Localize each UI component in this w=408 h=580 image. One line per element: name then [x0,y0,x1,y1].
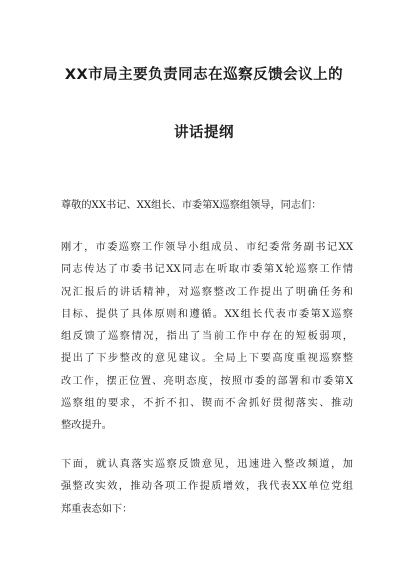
text-line: 组反馈了巡察情况，指出了当前工作中存在的短板弱项， [61,331,353,343]
text-line: 改工作，摆正位置、亮明态度，按照市委的部署和市委第X [61,375,353,387]
text-line: 同志传达了市委书记XX同志在听取市委第X轮巡察工作情 [61,264,353,276]
text-line: 整改提升。 [61,420,112,432]
text-line: 尊敬的XX书记、XX组长、市委第X巡察组领导，同志们： [61,200,322,211]
text-line: 强整改实效，推动各项工作提质增效，我代表XX单位党组 [61,481,353,493]
body-paragraph-2 [61,454,353,521]
salutation-paragraph [61,195,353,217]
text-line: 巡察组的要求，不折不扣、锲而不舍抓好贯彻落实、推动 [61,398,353,410]
document-title-line-1: XX市局主要负责同志在巡察反馈会议上的 [64,67,344,83]
text-line: 提出了下步整改的意见建议。全局上下要高度重视巡察整 [61,353,353,365]
body-paragraph-1 [61,237,353,438]
text-line: 况汇报后的讲话精神，对巡察整改工作提出了明确任务和 [61,286,353,298]
document-title-line-2: 讲话提纲 [174,125,234,141]
text-line: 目标、提供了具体原则和遵循。XX组长代表市委第X巡察 [61,308,353,320]
text-line: 下面，就认真落实巡察反馈意见，迅速进入整改频道，加 [61,459,353,470]
text-line: 刚才，市委巡察工作领导小组成员、市纪委常务副书记XX [61,242,353,253]
text-line: 郑重表态如下： [61,503,133,515]
